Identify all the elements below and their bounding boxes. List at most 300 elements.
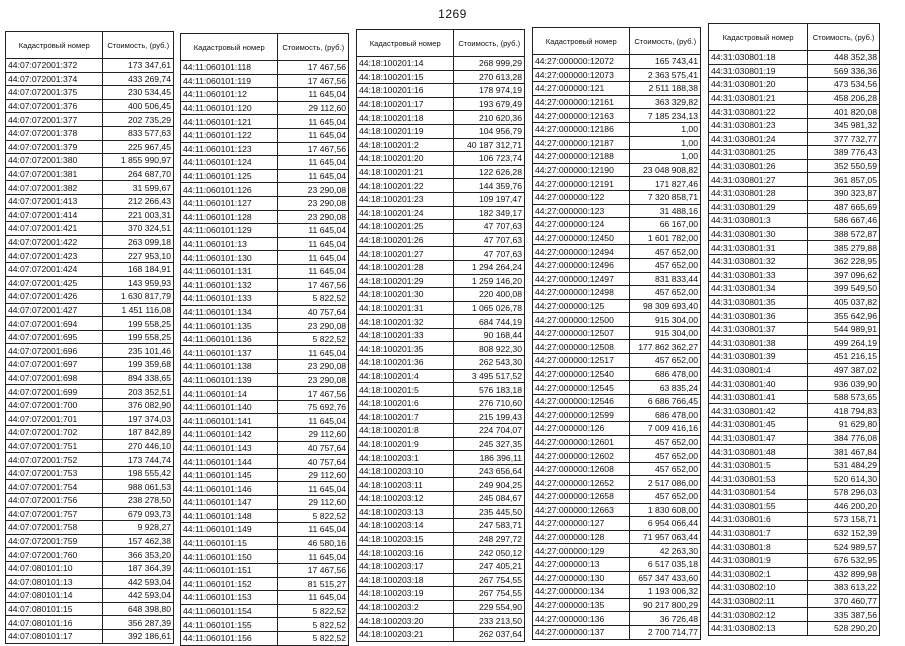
cost-cell: 405 037,82 <box>808 295 880 309</box>
table-row <box>6 317 174 331</box>
cadastral-table-3 <box>356 29 525 642</box>
cost-cell: 17 467,56 <box>278 387 349 401</box>
cost-cell: 11 645,04 <box>278 346 349 360</box>
cadastral-table-5 <box>708 23 880 636</box>
table-row <box>357 410 525 424</box>
cadastral-number-cell: 44:07:072001:376 <box>6 99 103 113</box>
table-row <box>181 455 349 469</box>
table-row <box>357 233 525 247</box>
cost-cell: 457 652,00 <box>630 286 701 300</box>
cost-cell: 40 187 312,71 <box>454 138 525 152</box>
cost-cell: 457 652,00 <box>630 354 701 368</box>
cadastral-number-cell: 44:11:060101:140 <box>181 400 278 414</box>
cadastral-number-cell: 44:18:100201:33 <box>357 328 454 342</box>
cadastral-number-cell: 44:07:072001:752 <box>6 453 103 467</box>
table-row <box>533 109 701 123</box>
table-row <box>357 192 525 206</box>
cost-cell: 182 349,17 <box>454 206 525 220</box>
table-row <box>709 51 880 65</box>
cost-cell: 29 112,60 <box>278 428 349 442</box>
cost-cell: 29 112,60 <box>278 496 349 510</box>
cadastral-number-cell: 44:11:060101:151 <box>181 563 278 577</box>
cadastral-number-cell: 44:31:030801:8 <box>709 540 808 554</box>
cadastral-number-cell: 44:27:000000:125 <box>533 299 630 313</box>
cadastral-number-cell: 44:11:060101:150 <box>181 550 278 564</box>
cost-cell: 451 216,15 <box>808 350 880 364</box>
cost-cell: 418 794,83 <box>808 404 880 418</box>
cadastral-number-cell: 44:07:072001:701 <box>6 412 103 426</box>
table-row <box>181 74 349 88</box>
cost-cell: 936 039,90 <box>808 377 880 391</box>
table-row <box>6 194 174 208</box>
cost-cell: 376 082,90 <box>103 398 174 412</box>
cost-cell: 1 259 146,20 <box>454 274 525 288</box>
cadastral-number-cell: 44:27:000000:12498 <box>533 286 630 300</box>
table-row <box>6 426 174 440</box>
cost-cell: 235 101,46 <box>103 344 174 358</box>
cost-cell: 270 446,10 <box>103 439 174 453</box>
cadastral-number-cell: 44:31:030801:47 <box>709 431 808 445</box>
cost-cell: 98 309 693,40 <box>630 299 701 313</box>
table-row <box>357 179 525 193</box>
cadastral-number-cell: 44:11:060101:138 <box>181 360 278 374</box>
cost-cell: 262 543,30 <box>454 356 525 370</box>
table-row <box>181 196 349 210</box>
table-row <box>6 453 174 467</box>
table-row <box>533 394 701 408</box>
cadastral-number-cell: 44:31:030801:36 <box>709 309 808 323</box>
cadastral-number-cell: 44:07:080101:16 <box>6 616 103 630</box>
cadastral-number-cell: 44:31:030801:33 <box>709 268 808 282</box>
cadastral-number-cell: 44:31:030801:39 <box>709 350 808 364</box>
cost-cell: 248 297,72 <box>454 532 525 546</box>
table-row <box>181 577 349 591</box>
cadastral-number-cell: 44:11:060101:142 <box>181 428 278 442</box>
cost-cell: 352 550,59 <box>808 159 880 173</box>
cost-cell: 335 387,56 <box>808 608 880 622</box>
table-row <box>357 356 525 370</box>
table-row <box>709 526 880 540</box>
cadastral-number-cell: 44:07:080101:15 <box>6 602 103 616</box>
cadastral-number-cell: 44:27:000000:12500 <box>533 313 630 327</box>
header-row <box>357 30 525 57</box>
cadastral-number-cell: 44:18:100201:35 <box>357 342 454 356</box>
table-row <box>357 600 525 614</box>
cadastral-number-cell: 44:07:072001:425 <box>6 276 103 290</box>
table-row <box>181 360 349 374</box>
cost-cell: 576 183,18 <box>454 383 525 397</box>
cost-cell: 544 989,91 <box>808 322 880 336</box>
cost-cell: 6 517 035,18 <box>630 557 701 571</box>
cost-cell: 11 645,04 <box>278 550 349 564</box>
cadastral-number-cell: 44:11:060101:118 <box>181 61 278 75</box>
header-row <box>709 24 880 51</box>
cadastral-number-cell: 44:07:072001:753 <box>6 466 103 480</box>
column-header-cadastral-number: Кадастровый номер <box>181 34 278 61</box>
cost-cell: 915 304,00 <box>630 326 701 340</box>
table-row <box>709 64 880 78</box>
table-row <box>709 499 880 513</box>
cost-cell: 187 842,89 <box>103 426 174 440</box>
cost-cell: 915 304,00 <box>630 313 701 327</box>
cadastral-number-cell: 44:31:030801:21 <box>709 91 808 105</box>
cost-cell: 203 352,51 <box>103 385 174 399</box>
cadastral-number-cell: 44:27:000000:12545 <box>533 381 630 395</box>
cadastral-number-cell: 44:31:030801:4 <box>709 363 808 377</box>
table-row <box>357 315 525 329</box>
cadastral-number-cell: 44:31:030801:34 <box>709 282 808 296</box>
table-row <box>533 476 701 490</box>
table-row <box>6 235 174 249</box>
cost-cell: 263 099,18 <box>103 235 174 249</box>
cadastral-number-cell: 44:18:100203:19 <box>357 587 454 601</box>
table-row <box>181 292 349 306</box>
cadastral-number-cell: 44:07:072001:374 <box>6 72 103 86</box>
table-row <box>181 332 349 346</box>
table-row <box>357 111 525 125</box>
cost-cell: 23 290,08 <box>278 210 349 224</box>
cost-cell: 686 478,00 <box>630 408 701 422</box>
cost-cell: 657 347 433,60 <box>630 571 701 585</box>
cadastral-number-cell: 44:18:100201:28 <box>357 260 454 274</box>
cost-cell: 171 827,46 <box>630 177 701 191</box>
cadastral-number-cell: 44:07:072001:427 <box>6 303 103 317</box>
cadastral-number-cell: 44:18:100201:15 <box>357 70 454 84</box>
cost-cell: 457 652,00 <box>630 435 701 449</box>
cost-cell: 91 629,80 <box>808 418 880 432</box>
cost-cell: 5 822,52 <box>278 332 349 346</box>
table-row <box>181 264 349 278</box>
cadastral-number-cell: 44:07:072001:756 <box>6 494 103 508</box>
cadastral-number-cell: 44:11:060101:15 <box>181 536 278 550</box>
table-row <box>533 272 701 286</box>
table-row <box>357 274 525 288</box>
cadastral-number-cell: 44:31:030802:1 <box>709 567 808 581</box>
table-row <box>181 224 349 238</box>
column-header-cadastral-number: Кадастровый номер <box>6 32 103 59</box>
cadastral-number-cell: 44:07:072001:377 <box>6 113 103 127</box>
cadastral-number-cell: 44:18:100203:14 <box>357 519 454 533</box>
table-row <box>357 492 525 506</box>
cost-cell: 23 290,08 <box>278 183 349 197</box>
cost-cell: 144 359,76 <box>454 179 525 193</box>
cadastral-number-cell: 44:18:100201:31 <box>357 301 454 315</box>
cadastral-number-cell: 44:07:080101:13 <box>6 575 103 589</box>
cost-cell: 173 347,61 <box>103 59 174 73</box>
cost-cell: 186 396,11 <box>454 451 525 465</box>
cadastral-number-cell: 44:11:060101:137 <box>181 346 278 360</box>
cost-cell: 193 679,49 <box>454 97 525 111</box>
cadastral-number-cell: 44:18:100201:24 <box>357 206 454 220</box>
table-row <box>6 548 174 562</box>
table-row <box>357 424 525 438</box>
cadastral-number-cell: 44:27:000000:134 <box>533 585 630 599</box>
cost-cell: 6 686 766,45 <box>630 394 701 408</box>
cadastral-number-cell: 44:07:072001:423 <box>6 249 103 263</box>
cost-cell: 1 193 006,32 <box>630 585 701 599</box>
cost-cell: 384 776,08 <box>808 431 880 445</box>
cost-cell: 31 599,67 <box>103 181 174 195</box>
table-row <box>6 521 174 535</box>
cadastral-table-1 <box>5 31 174 644</box>
table-row <box>709 594 880 608</box>
table-row <box>6 629 174 643</box>
cadastral-number-cell: 44:18:100203:10 <box>357 464 454 478</box>
table-row <box>709 540 880 554</box>
cadastral-number-cell: 44:11:060101:149 <box>181 523 278 537</box>
table-row <box>533 530 701 544</box>
table-row <box>181 210 349 224</box>
cadastral-number-cell: 44:11:060101:14 <box>181 387 278 401</box>
table-row <box>709 513 880 527</box>
cadastral-number-cell: 44:18:100201:29 <box>357 274 454 288</box>
table-row <box>181 169 349 183</box>
cadastral-number-cell: 44:31:030801:5 <box>709 458 808 472</box>
cadastral-number-cell: 44:11:060101:121 <box>181 115 278 129</box>
cost-cell: 1 630 817,79 <box>103 290 174 304</box>
table-row <box>181 373 349 387</box>
cost-cell: 224 704,07 <box>454 424 525 438</box>
table-row <box>709 78 880 92</box>
table-row <box>6 208 174 222</box>
cost-cell: 40 757,64 <box>278 455 349 469</box>
cost-cell: 106 723,74 <box>454 152 525 166</box>
table-row <box>181 183 349 197</box>
cadastral-number-cell: 44:27:000000:12161 <box>533 95 630 109</box>
cadastral-number-cell: 44:18:100201:2 <box>357 138 454 152</box>
cost-cell: 5 822,52 <box>278 604 349 618</box>
cost-cell: 457 652,00 <box>630 490 701 504</box>
table-row <box>181 536 349 550</box>
cost-cell: 2 700 714,77 <box>630 625 701 639</box>
table-row <box>181 604 349 618</box>
table-row <box>357 532 525 546</box>
cadastral-number-cell: 44:31:030801:20 <box>709 78 808 92</box>
table-row <box>357 84 525 98</box>
cadastral-number-cell: 44:31:030801:42 <box>709 404 808 418</box>
cost-cell: 448 352,38 <box>808 51 880 65</box>
cost-cell: 11 645,04 <box>278 251 349 265</box>
table-row <box>6 371 174 385</box>
table-row <box>533 449 701 463</box>
cost-cell: 90 168,44 <box>454 328 525 342</box>
cost-cell: 7 185 234,13 <box>630 109 701 123</box>
cost-cell: 487 665,69 <box>808 200 880 214</box>
cost-cell: 29 112,60 <box>278 468 349 482</box>
cadastral-number-cell: 44:27:000000:12517 <box>533 354 630 368</box>
cost-cell: 2 511 188,38 <box>630 82 701 96</box>
cadastral-number-cell: 44:07:072001:699 <box>6 385 103 399</box>
cost-cell: 11 645,04 <box>278 88 349 102</box>
cost-cell: 524 989,57 <box>808 540 880 554</box>
cost-cell: 11 645,04 <box>278 115 349 129</box>
table-row <box>709 227 880 241</box>
cadastral-table-2 <box>180 33 349 646</box>
table-row <box>533 557 701 571</box>
table-row <box>533 340 701 354</box>
table-row <box>6 140 174 154</box>
cadastral-number-cell: 44:18:100201:36 <box>357 356 454 370</box>
table-row <box>357 464 525 478</box>
table-row <box>533 571 701 585</box>
cadastral-number-cell: 44:11:060101:144 <box>181 455 278 469</box>
table-row <box>357 396 525 410</box>
table-row <box>6 602 174 616</box>
table-row <box>181 346 349 360</box>
cadastral-number-cell: 44:27:000000:12540 <box>533 367 630 381</box>
table-row <box>6 534 174 548</box>
cadastral-number-cell: 44:31:030801:31 <box>709 241 808 255</box>
table-row <box>709 309 880 323</box>
table-row <box>533 625 701 639</box>
table-row <box>181 88 349 102</box>
table-row <box>357 70 525 84</box>
cadastral-number-cell: 44:27:000000:12163 <box>533 109 630 123</box>
cost-cell: 370 324,51 <box>103 222 174 236</box>
table-row <box>357 573 525 587</box>
cost-cell: 247 583,71 <box>454 519 525 533</box>
table-row <box>709 608 880 622</box>
cost-cell: 23 048 908,82 <box>630 163 701 177</box>
table-row <box>357 247 525 261</box>
header-row <box>533 28 701 55</box>
cadastral-number-cell: 44:27:000000:12496 <box>533 258 630 272</box>
cadastral-number-cell: 44:11:060101:155 <box>181 618 278 632</box>
table-row <box>6 99 174 113</box>
cadastral-number-cell: 44:11:060101:152 <box>181 577 278 591</box>
cost-cell: 383 613,22 <box>808 581 880 595</box>
table-row <box>709 159 880 173</box>
table-row <box>709 418 880 432</box>
cost-cell: 227 953,10 <box>103 249 174 263</box>
cadastral-number-cell: 44:31:030801:29 <box>709 200 808 214</box>
cost-cell: 397 096,62 <box>808 268 880 282</box>
table-row <box>533 408 701 422</box>
cadastral-number-cell: 44:27:000000:12072 <box>533 55 630 69</box>
cadastral-number-cell: 44:27:000000:136 <box>533 612 630 626</box>
cadastral-number-cell: 44:18:100203:20 <box>357 614 454 628</box>
cadastral-number-cell: 44:27:000000:12494 <box>533 245 630 259</box>
cost-cell: 199 359,68 <box>103 358 174 372</box>
cost-cell: 7 009 416,16 <box>630 422 701 436</box>
table-row <box>181 115 349 129</box>
cost-cell: 17 467,56 <box>278 142 349 156</box>
table-row <box>6 398 174 412</box>
cadastral-number-cell: 44:11:060101:123 <box>181 142 278 156</box>
table-row <box>533 354 701 368</box>
cadastral-number-cell: 44:07:072001:694 <box>6 317 103 331</box>
table-row <box>6 276 174 290</box>
table-row <box>357 451 525 465</box>
cadastral-number-cell: 44:27:000000:12073 <box>533 68 630 82</box>
cost-cell: 679 093,73 <box>103 507 174 521</box>
cost-cell: 442 593,04 <box>103 575 174 589</box>
column-header-cost: Стоимость, (руб.) <box>454 30 525 57</box>
cadastral-number-cell: 44:27:000000:121 <box>533 82 630 96</box>
cadastral-number-cell: 44:27:000000:12508 <box>533 340 630 354</box>
cost-cell: 5 822,52 <box>278 509 349 523</box>
table-row <box>181 237 349 251</box>
cadastral-number-cell: 44:27:000000:137 <box>533 625 630 639</box>
table-row <box>709 241 880 255</box>
table-row <box>709 458 880 472</box>
table-row <box>533 122 701 136</box>
cost-cell: 11 645,04 <box>278 523 349 537</box>
cost-cell: 270 613,28 <box>454 70 525 84</box>
cadastral-number-cell: 44:07:080101:14 <box>6 589 103 603</box>
cost-cell: 220 400,08 <box>454 288 525 302</box>
table-row <box>709 282 880 296</box>
table-row <box>181 278 349 292</box>
cost-cell: 578 296,03 <box>808 486 880 500</box>
cadastral-number-cell: 44:07:072001:381 <box>6 167 103 181</box>
table-row <box>709 295 880 309</box>
cadastral-number-cell: 44:31:030801:3 <box>709 214 808 228</box>
cost-cell: 212 266,43 <box>103 194 174 208</box>
cadastral-number-cell: 44:18:100201:18 <box>357 111 454 125</box>
cadastral-number-cell: 44:27:000000:126 <box>533 422 630 436</box>
cadastral-number-cell: 44:27:000000:124 <box>533 218 630 232</box>
table-row <box>533 381 701 395</box>
table-row <box>6 330 174 344</box>
table-row <box>6 616 174 630</box>
cost-cell: 457 652,00 <box>630 462 701 476</box>
cadastral-number-cell: 44:27:000000:12188 <box>533 150 630 164</box>
cadastral-number-cell: 44:31:030801:45 <box>709 418 808 432</box>
table-row <box>357 288 525 302</box>
cost-cell: 165 743,41 <box>630 55 701 69</box>
cost-cell: 5 822,52 <box>278 292 349 306</box>
cadastral-number-cell: 44:11:060101:132 <box>181 278 278 292</box>
cadastral-number-cell: 44:07:072001:696 <box>6 344 103 358</box>
table-row <box>357 505 525 519</box>
cadastral-number-cell: 44:11:060101:130 <box>181 251 278 265</box>
cost-cell: 11 645,04 <box>278 224 349 238</box>
column-header-cost: Стоимость, (руб.) <box>103 32 174 59</box>
table-row <box>533 585 701 599</box>
table-row <box>181 509 349 523</box>
cost-cell: 178 974,19 <box>454 84 525 98</box>
cost-cell: 11 645,04 <box>278 156 349 170</box>
table-row <box>181 428 349 442</box>
table-row <box>709 431 880 445</box>
cost-cell: 238 278,50 <box>103 494 174 508</box>
cadastral-number-cell: 44:18:100203:16 <box>357 546 454 560</box>
cost-cell: 268 999,29 <box>454 57 525 71</box>
cost-cell: 3 495 517,52 <box>454 369 525 383</box>
cost-cell: 9 928,27 <box>103 521 174 535</box>
table-row <box>181 414 349 428</box>
cost-cell: 11 645,04 <box>278 169 349 183</box>
table-row <box>357 478 525 492</box>
table-row <box>533 462 701 476</box>
cost-cell: 499 264,19 <box>808 336 880 350</box>
cadastral-number-cell: 44:07:072001:759 <box>6 534 103 548</box>
table-row <box>533 150 701 164</box>
cadastral-number-cell: 44:07:072001:378 <box>6 126 103 140</box>
table-row <box>533 55 701 69</box>
cadastral-number-cell: 44:11:060101:128 <box>181 210 278 224</box>
table-row <box>533 177 701 191</box>
cadastral-number-cell: 44:27:000000:12191 <box>533 177 630 191</box>
table-row <box>533 598 701 612</box>
cadastral-number-cell: 44:18:100201:25 <box>357 220 454 234</box>
table-row <box>6 589 174 603</box>
cadastral-number-cell: 44:18:100201:4 <box>357 369 454 383</box>
cadastral-number-cell: 44:18:100203:13 <box>357 505 454 519</box>
cost-cell: 168 184,91 <box>103 262 174 276</box>
cost-cell: 528 290,20 <box>808 621 880 635</box>
